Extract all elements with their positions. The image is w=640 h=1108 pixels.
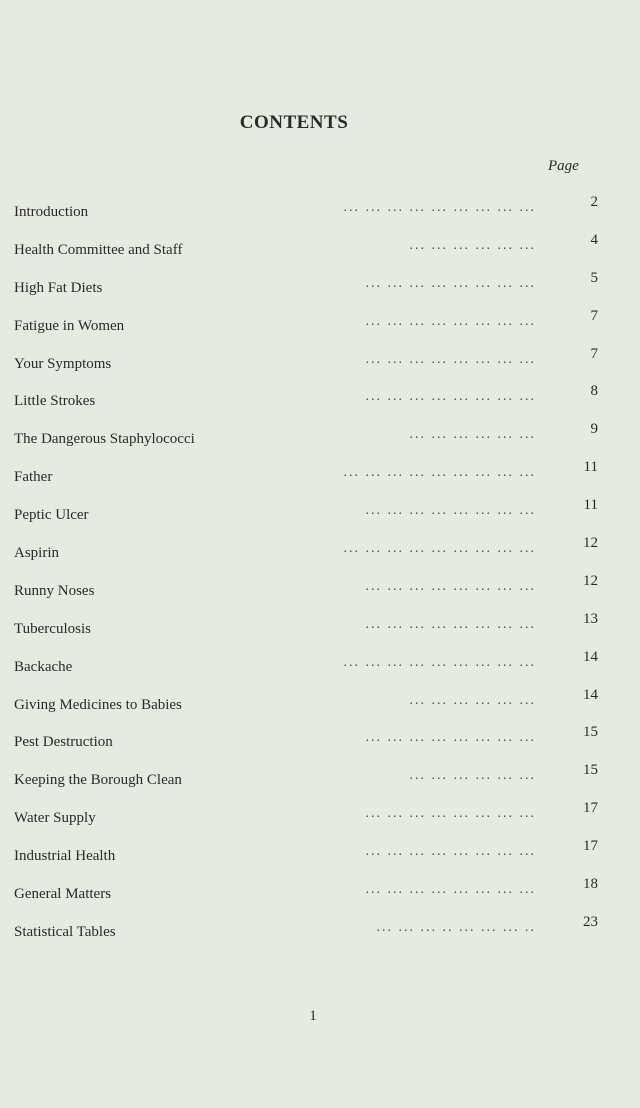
toc-entry-label: Fatigue in Women	[14, 317, 125, 334]
toc-entry-page: 13	[583, 610, 598, 627]
toc-leader-dots: ... ... ... ... ... ... ... ... ...	[343, 465, 536, 481]
toc-entry-page: 18	[583, 876, 598, 893]
toc-leader-dots: ... ... ... ... ... ... ... ... ...	[343, 200, 536, 215]
toc-entry-label: Little Strokes	[14, 393, 96, 410]
toc-leader-dots: ... ... ... ... ... ... ... ...	[365, 882, 536, 898]
toc-leader-dots: ... ... ... ... ... ... ... ...	[365, 806, 536, 822]
toc-entry-page: 8	[590, 383, 598, 400]
toc-entry	[14, 230, 604, 268]
toc-entry-page: 14	[583, 686, 598, 703]
toc-entry-label: Industrial Health	[14, 848, 116, 865]
toc-entry	[14, 836, 604, 874]
toc-leader-dots: ... ... ... .. ... ... ... ..	[376, 919, 536, 935]
toc-entry	[14, 912, 604, 950]
toc-entry-page: 12	[583, 572, 598, 589]
page-column-heading: Page	[548, 158, 579, 174]
toc-entry	[14, 722, 604, 760]
toc-leader-dots: ... ... ... ... ... ... ... ... ...	[343, 654, 536, 670]
toc-entry	[14, 306, 604, 344]
toc-entry-label: Giving Medicines to Babies	[14, 696, 182, 713]
toc-entry	[14, 192, 604, 230]
toc-entry-page: 23	[583, 913, 598, 930]
toc-entry	[14, 268, 604, 306]
toc-entry-page: 9	[590, 421, 598, 438]
toc-entry	[14, 647, 604, 685]
toc-entry-page: 11	[583, 459, 598, 476]
toc-entry-page: 7	[590, 345, 598, 362]
toc-entry	[14, 571, 604, 609]
toc-entry-label: The Dangerous Staphylococci	[14, 431, 195, 448]
page-title: CONTENTS	[239, 112, 349, 133]
toc-entry	[14, 760, 604, 798]
toc-leader-dots: ... ... ... ... ... ... ... ...	[365, 616, 536, 632]
toc-entry	[14, 609, 604, 647]
page-number: 1	[309, 1008, 317, 1024]
toc-entry-label: Water Supply	[14, 810, 96, 827]
toc-entry	[14, 874, 604, 912]
toc-entry	[14, 533, 604, 571]
toc-entry-page: 15	[583, 724, 598, 741]
toc-entry-label: Peptic Ulcer	[14, 507, 89, 524]
toc-entry-label: Tuberculosis	[14, 620, 91, 637]
toc-entry-label: Your Symptoms	[14, 355, 112, 372]
toc-leader-dots: ... ... ... ... ... ... ... ...	[365, 389, 536, 405]
toc-entry-page: 4	[590, 231, 598, 248]
toc-entry-page: 2	[590, 194, 598, 210]
toc-entry-label: Health Committee and Staff	[14, 241, 183, 258]
toc-entry-page: 14	[583, 648, 598, 665]
toc-leader-dots: ... ... ... ... ... ...	[409, 768, 536, 784]
toc-entry-label: Keeping the Borough Clean	[14, 772, 182, 789]
toc-leader-dots: ... ... ... ... ... ...	[409, 427, 536, 443]
toc-leader-dots: ... ... ... ... ... ... ... ...	[365, 578, 536, 594]
toc-leader-dots: ... ... ... ... ... ... ... ... ...	[343, 541, 536, 557]
toc-entry-page: 17	[583, 838, 598, 855]
toc-entry-page: 17	[583, 800, 598, 817]
toc-entry-label: High Fat Diets	[14, 279, 103, 296]
toc-leader-dots: ... ... ... ... ... ... ... ...	[365, 313, 536, 329]
toc-entry-label: Runny Noses	[14, 582, 95, 599]
toc-entry-label: General Matters	[14, 886, 112, 903]
toc-leader-dots: ... ... ... ... ... ... ... ...	[365, 844, 536, 860]
toc-entry-page: 11	[583, 497, 598, 514]
toc-entry-page: 5	[590, 269, 598, 286]
toc-entry-label: Statistical Tables	[14, 923, 116, 940]
toc-leader-dots: ... ... ... ... ... ...	[409, 692, 536, 708]
toc-entry	[14, 798, 604, 836]
toc-leader-dots: ... ... ... ... ... ... ... ...	[365, 275, 536, 291]
toc-leader-dots: ... ... ... ... ... ... ... ...	[365, 503, 536, 519]
toc-entry-page: 15	[583, 762, 598, 779]
toc-entry	[14, 344, 604, 382]
toc-entry	[14, 381, 604, 419]
toc-entry	[14, 419, 604, 457]
toc-entry-page: 12	[583, 535, 598, 552]
toc-leader-dots: ... ... ... ... ... ...	[409, 237, 536, 253]
toc-entry	[14, 685, 604, 723]
toc-entry-label: Introduction	[14, 204, 89, 220]
toc-leader-dots: ... ... ... ... ... ... ... ...	[365, 730, 536, 746]
toc-entry-page: 7	[590, 307, 598, 324]
toc-entry	[14, 457, 604, 495]
toc-entry	[14, 495, 604, 533]
toc-entry-label: Father	[14, 469, 53, 486]
toc-entry-label: Aspirin	[14, 545, 59, 562]
table-of-contents	[14, 192, 604, 950]
toc-entry-label: Backache	[14, 658, 73, 675]
toc-leader-dots: ... ... ... ... ... ... ... ...	[365, 351, 536, 367]
toc-entry-label: Pest Destruction	[14, 734, 113, 751]
